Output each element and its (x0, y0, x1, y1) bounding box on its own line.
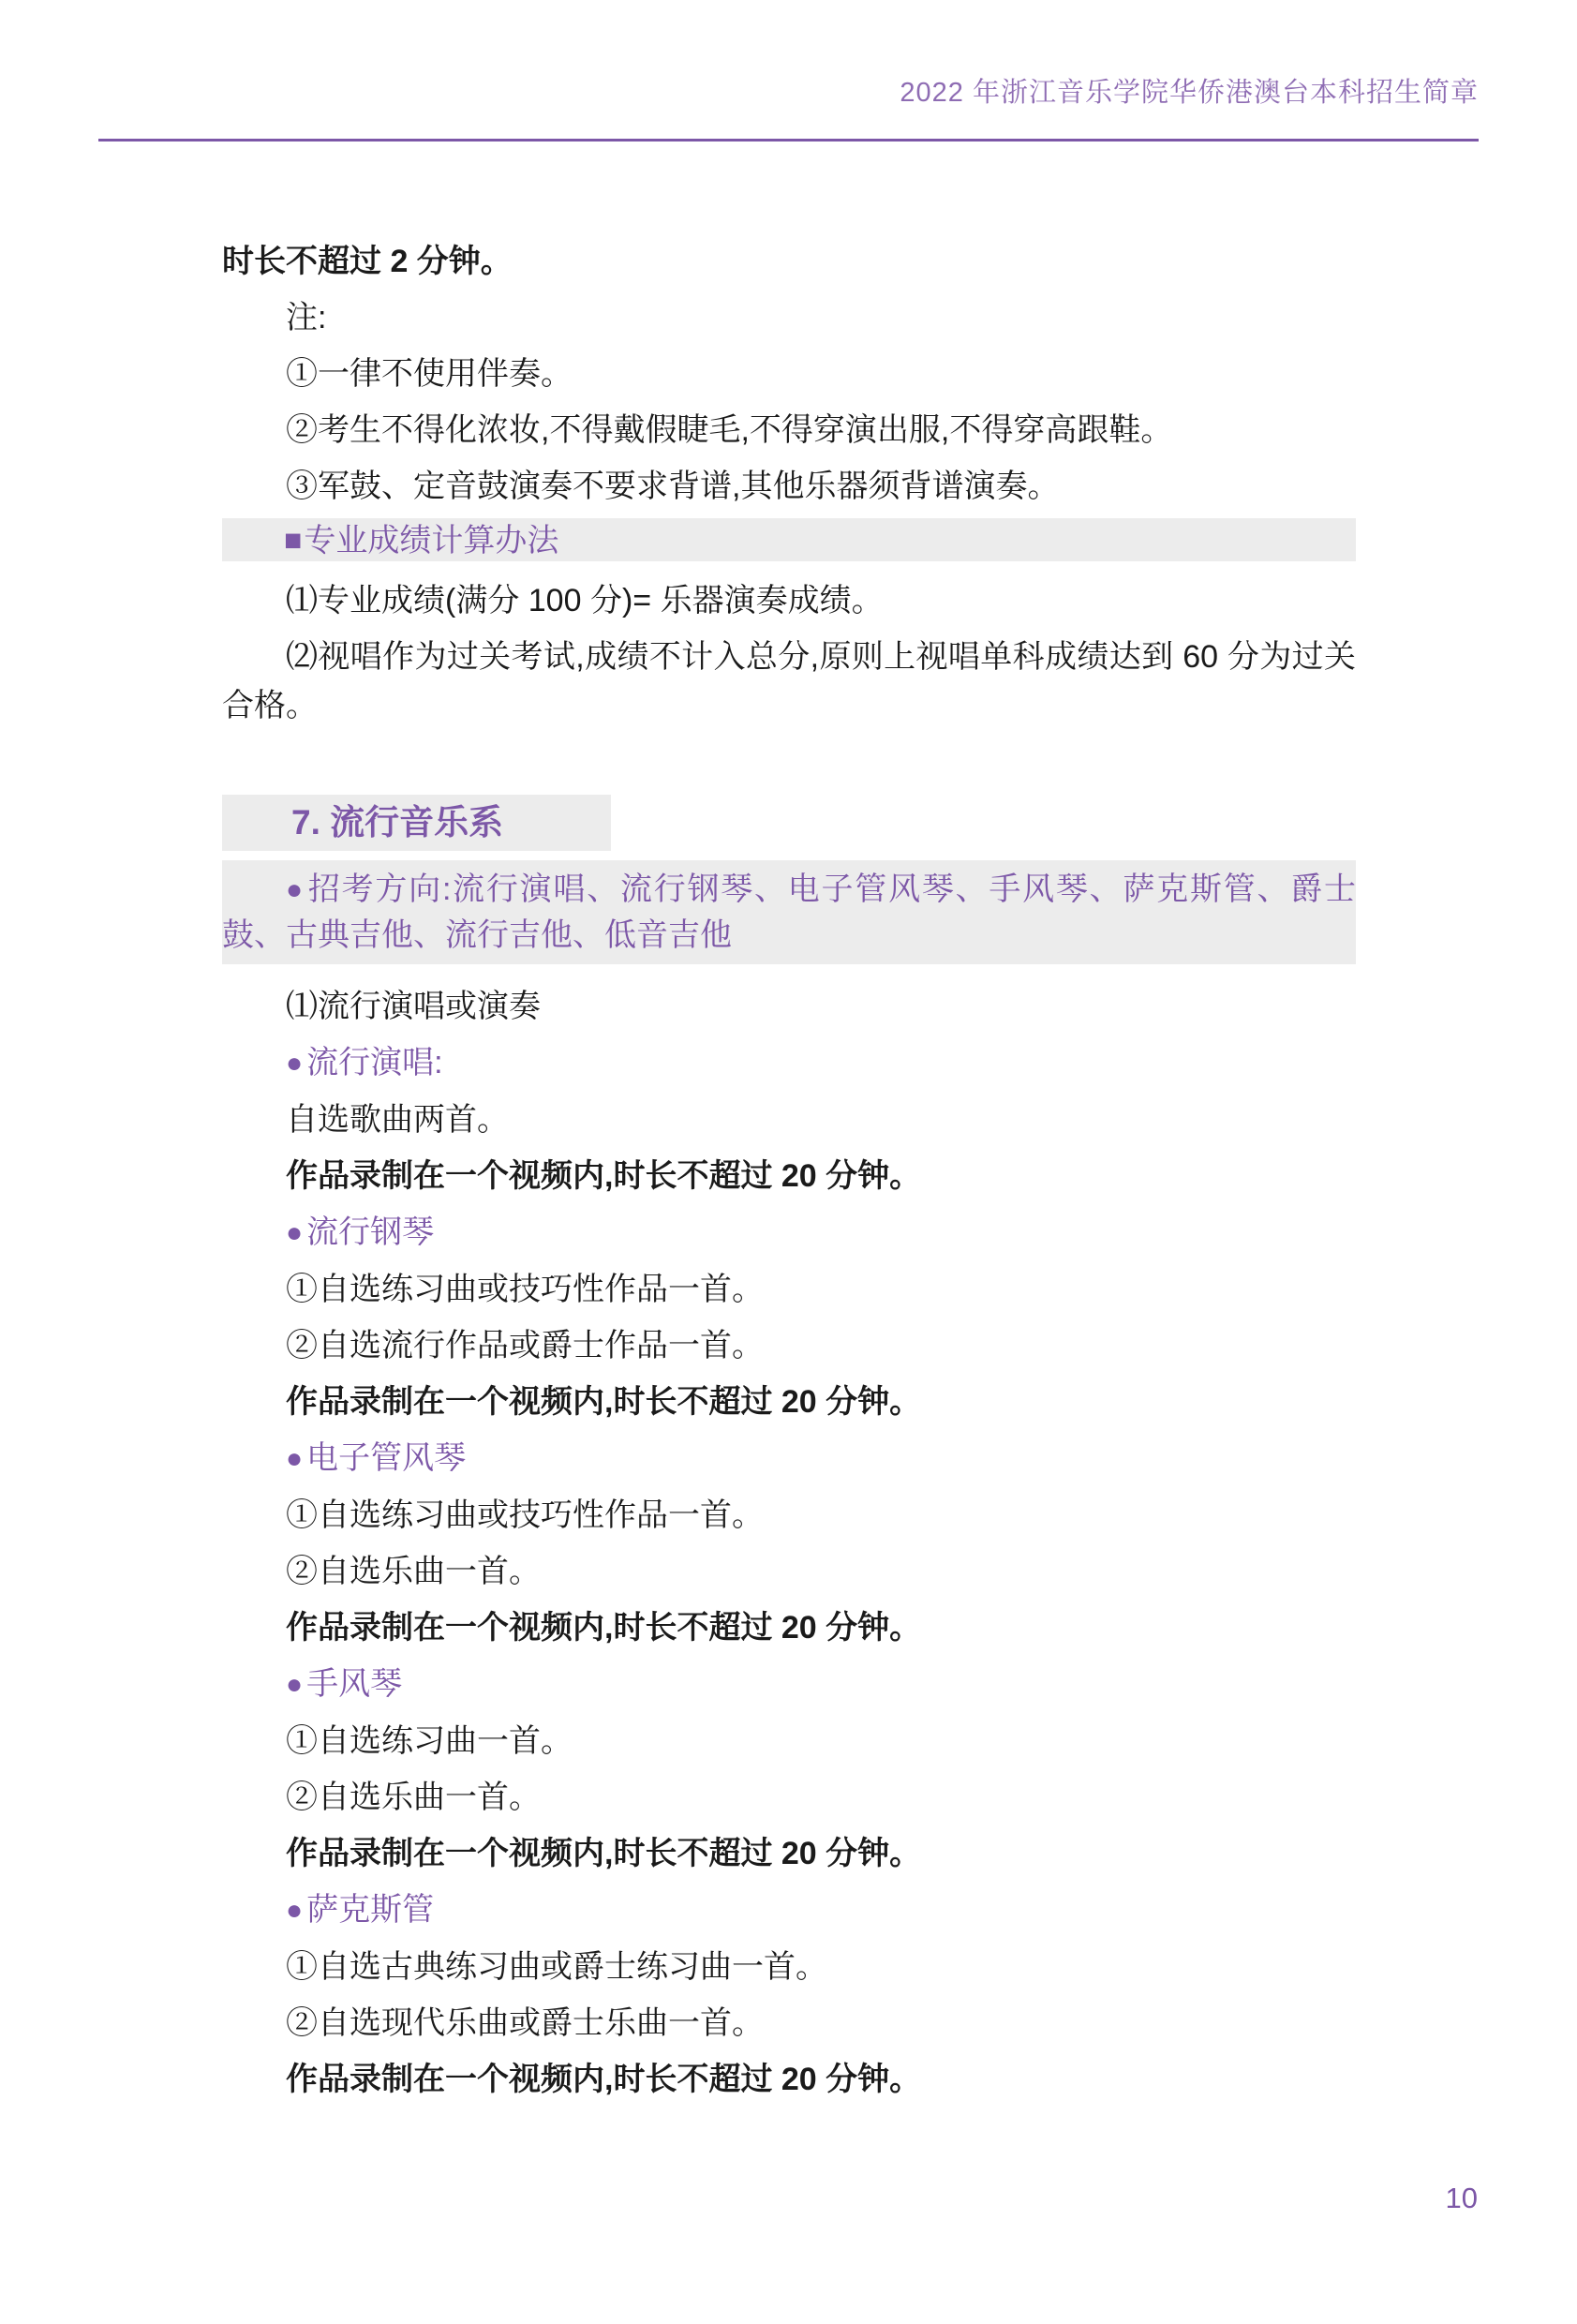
para-accordion-1-text: ①自选练习曲一首。 (286, 1723, 573, 1759)
heading-pop-music-dept-text: 7. 流行音乐系 (291, 803, 504, 842)
para-note-1-text: ①一律不使用伴奏。 (286, 356, 573, 392)
para-pop-piano-1 (222, 1265, 1356, 1314)
para-organ-2-text: ②自选乐曲一首。 (286, 1554, 541, 1589)
para-pop-piano-video (222, 1378, 1356, 1426)
heading-accordion-text: 手风琴 (306, 1666, 403, 1702)
heading-electronic-organ (222, 1434, 1356, 1483)
para-accordion-1 (222, 1717, 1356, 1765)
para-organ-1-text: ①自选练习曲或技巧性作品一首。 (286, 1497, 764, 1533)
para-note-3-text: ③军鼓、定音鼓演奏不要求背谱,其他乐器须背谱演奏。 (286, 469, 1060, 504)
para-score-1 (222, 576, 1356, 625)
para-saxophone-2 (222, 1999, 1356, 2048)
dot-bullet-icon: ● (286, 1443, 307, 1474)
heading-pop-vocal-text: 流行演唱: (306, 1045, 443, 1080)
para-organ-video (222, 1603, 1356, 1652)
para-accordion-video-text: 作品录制在一个视频内,时长不超过 20 分钟。 (286, 1836, 922, 1871)
para-organ-2 (222, 1547, 1356, 1596)
para-note-1 (222, 350, 1356, 398)
para-note-label-text: 注: (286, 300, 327, 335)
para-saxophone-2-text: ②自选现代乐曲或爵士乐曲一首。 (286, 2005, 764, 2041)
heading-pop-piano-text: 流行钢琴 (306, 1214, 435, 1250)
para-duration-2min (222, 237, 1356, 286)
para-score-1-text: ⑴专业成绩(满分 100 分)= 乐器演奏成绩。 (286, 583, 884, 618)
para-note-label (222, 293, 1356, 342)
para-organ-video-text: 作品录制在一个视频内,时长不超过 20 分钟。 (286, 1610, 922, 1646)
heading-score-calculation-text: 专业成绩计算办法 (304, 523, 559, 559)
para-saxophone-1 (222, 1943, 1356, 1991)
para-score-2 (222, 633, 1356, 730)
para-pop-piano-2 (222, 1321, 1356, 1370)
dot-bullet-icon: ● (286, 1217, 307, 1248)
para-note-3 (222, 462, 1356, 511)
heading-score-calculation (222, 518, 1356, 561)
square-bullet-icon: ■ (284, 523, 303, 557)
page-number: 10 (1445, 2182, 1478, 2214)
para-accordion-video (222, 1829, 1356, 1878)
para-accordion-2-text: ②自选乐曲一首。 (286, 1780, 541, 1815)
heading-saxophone (222, 1885, 1356, 1935)
para-pop-piano-video-text: 作品录制在一个视频内,时长不超过 20 分钟。 (286, 1384, 922, 1420)
para-pop-vocal-1-text: 自选歌曲两首。 (286, 1102, 509, 1138)
para-pop-piano-2-text: ②自选流行作品或爵士作品一首。 (286, 1328, 764, 1363)
para-score-2-text: ⑵视唱作为过关考试,成绩不计入总分,原则上视唱单科成绩达到 60 分为过关合格。 (222, 639, 1356, 723)
para-note-2-text: ②考生不得化浓妆,不得戴假睫毛,不得穿演出服,不得穿高跟鞋。 (286, 412, 1173, 448)
dot-bullet-icon: ● (286, 1895, 307, 1926)
para-pop-vocal-or-perf-text: ⑴流行演唱或演奏 (286, 989, 541, 1024)
para-saxophone-video-text: 作品录制在一个视频内,时长不超过 20 分钟。 (286, 2062, 922, 2097)
dot-bullet-icon: ● (286, 1048, 307, 1079)
para-exam-directions (222, 860, 1356, 964)
document-body (222, 237, 1356, 2111)
para-pop-vocal-video-text: 作品录制在一个视频内,时长不超过 20 分钟。 (286, 1158, 922, 1194)
para-accordion-2 (222, 1773, 1356, 1822)
heading-pop-music-dept (222, 795, 611, 851)
heading-pop-vocal (222, 1038, 1356, 1088)
para-exam-directions-text: 招考方向:流行演唱、流行钢琴、电子管风琴、手风琴、萨克斯管、爵士鼓、古典吉他、流行吉他、低音吉他 (222, 872, 1356, 953)
heading-saxophone-text: 萨克斯管 (306, 1892, 435, 1928)
page-header-title: 2022 年浙江音乐学院华侨港澳台本科招生简章 (900, 78, 1479, 108)
para-duration-2min-text: 时长不超过 2 分钟。 (222, 244, 513, 279)
header-divider-rule (98, 139, 1479, 142)
heading-accordion (222, 1660, 1356, 1709)
dot-bullet-icon: ● (286, 1669, 307, 1700)
para-pop-piano-1-text: ①自选练习曲或技巧性作品一首。 (286, 1272, 764, 1307)
para-pop-vocal-video (222, 1152, 1356, 1200)
dot-bullet-icon: ● (286, 874, 308, 905)
para-note-2 (222, 406, 1356, 454)
para-pop-vocal-or-perf (222, 982, 1356, 1031)
heading-electronic-organ-text: 电子管风琴 (306, 1440, 467, 1476)
para-saxophone-1-text: ①自选古典练习曲或爵士练习曲一首。 (286, 1949, 827, 1985)
para-saxophone-video (222, 2055, 1356, 2104)
para-organ-1 (222, 1491, 1356, 1540)
para-pop-vocal-1 (222, 1095, 1356, 1144)
heading-pop-piano (222, 1208, 1356, 1258)
